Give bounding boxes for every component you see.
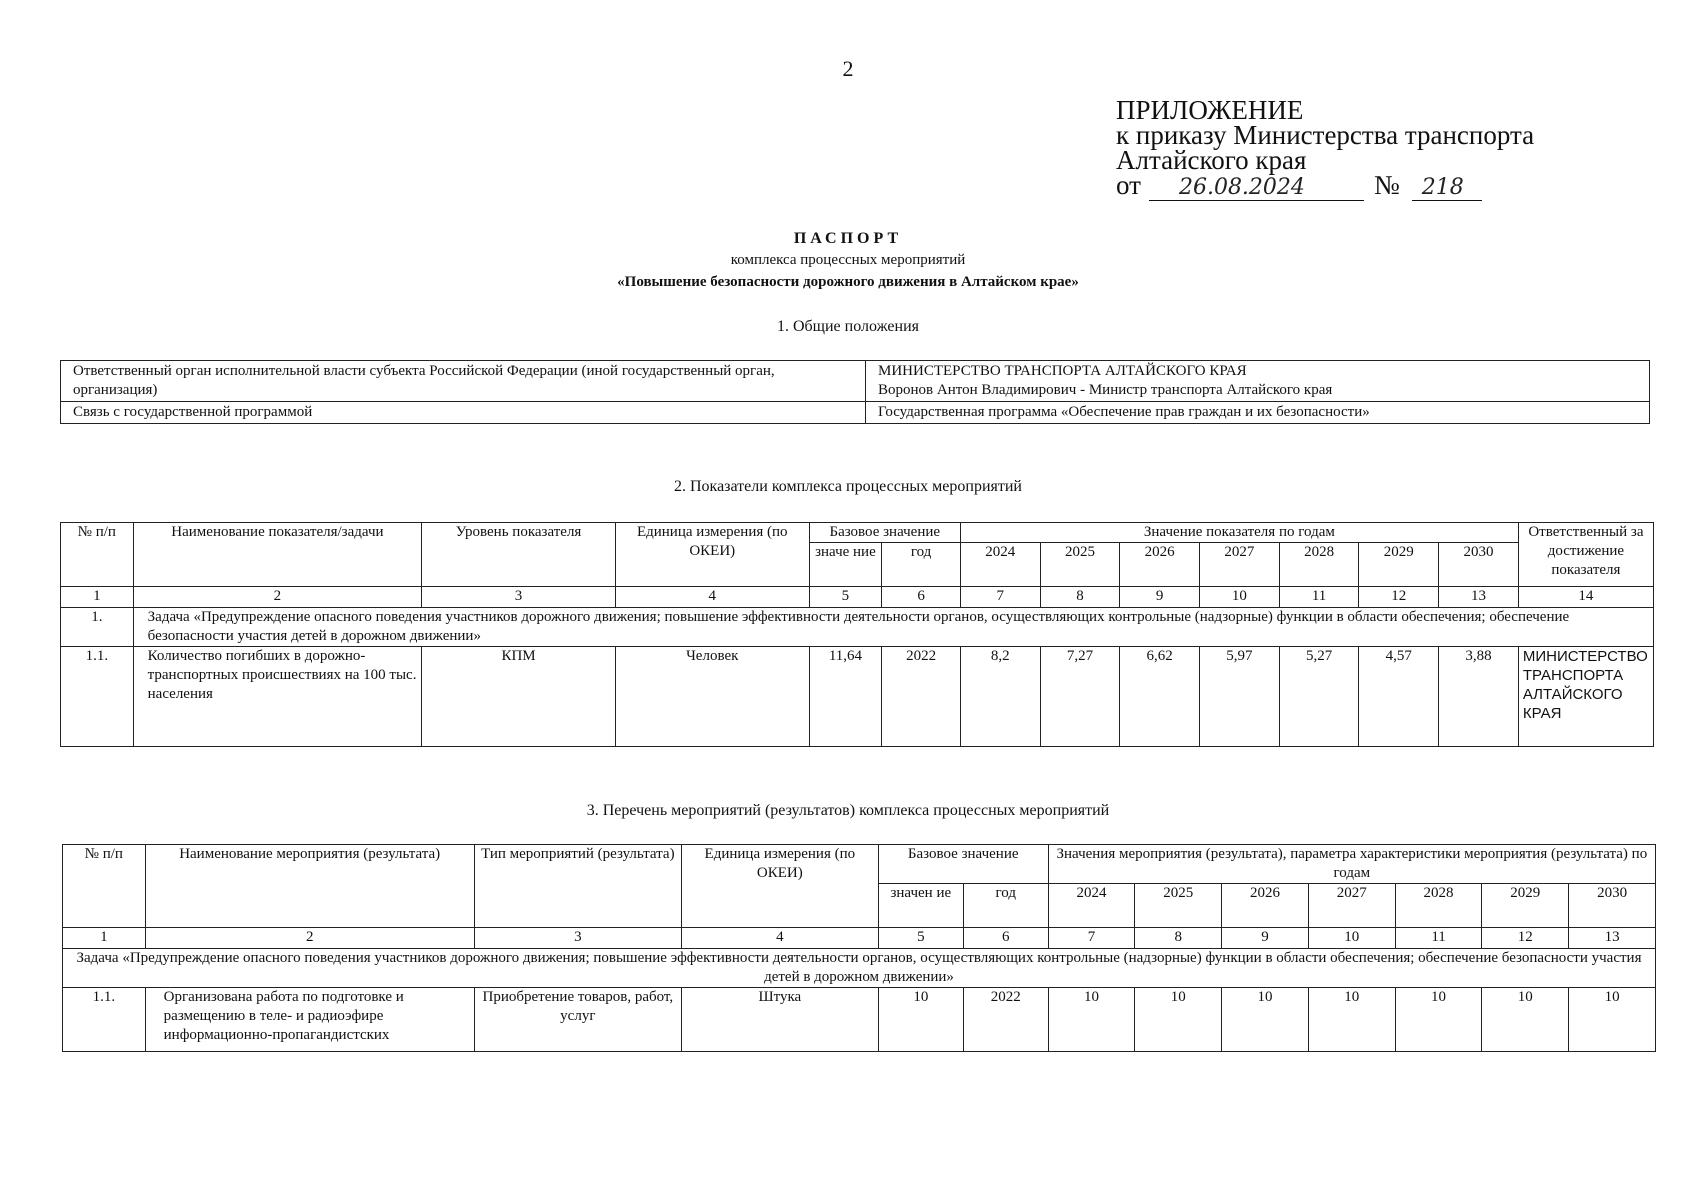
year-value: 10 xyxy=(1395,988,1482,1052)
year-value: 7,27 xyxy=(1040,647,1120,747)
header-year: 2028 xyxy=(1279,543,1359,587)
task-num: 1. xyxy=(61,608,134,647)
header-num: № п/п xyxy=(61,523,134,587)
row-num: 1.1. xyxy=(61,647,134,747)
header-level: Уровень показателя xyxy=(422,523,616,587)
year-value: 3,88 xyxy=(1439,647,1519,747)
column-number: 13 xyxy=(1439,587,1519,608)
indicator-unit: Человек xyxy=(615,647,809,747)
column-number: 5 xyxy=(878,928,963,949)
base-value: 10 xyxy=(878,988,963,1052)
ministry-name: МИНИСТЕРСТВО ТРАНСПОРТА АЛТАЙСКОГО КРАЯ xyxy=(878,363,1247,379)
column-number: 9 xyxy=(1120,587,1200,608)
row-num: 1.1. xyxy=(63,988,146,1052)
header-num: № п/п xyxy=(63,845,146,928)
header-year: 2026 xyxy=(1120,543,1200,587)
column-number: 10 xyxy=(1200,587,1280,608)
appendix-block xyxy=(1116,95,1535,201)
column-number: 11 xyxy=(1279,587,1359,608)
header-responsible: Ответственный за достижение показателя xyxy=(1518,523,1653,587)
header-unit: Единица измерения (по ОКЕИ) xyxy=(681,845,878,928)
year-value: 10 xyxy=(1222,988,1309,1052)
year-value: 5,97 xyxy=(1200,647,1280,747)
column-number: 10 xyxy=(1308,928,1395,949)
header-year: 2027 xyxy=(1200,543,1280,587)
header-base-value: значен ие xyxy=(878,884,963,928)
header-name: Наименование показателя/задачи xyxy=(133,523,422,587)
header-base: Базовое значение xyxy=(878,845,1048,884)
appendix-line-2: Алтайского края xyxy=(1116,145,1307,175)
column-number: 3 xyxy=(422,587,616,608)
document-subtitle: комплекса процессных мероприятий xyxy=(730,252,966,268)
header-year: 2027 xyxy=(1308,884,1395,928)
header-year: 2026 xyxy=(1222,884,1309,928)
responsible-org: МИНИСТЕРСТВО ТРАНСПОРТА АЛТАЙСКОГО КРАЯ xyxy=(1518,647,1653,747)
column-number: 2 xyxy=(133,587,422,608)
header-year: 2028 xyxy=(1395,884,1482,928)
header-name: Наименование мероприятия (результата) xyxy=(145,845,474,928)
base-year: 2022 xyxy=(963,988,1048,1052)
column-number: 6 xyxy=(882,587,961,608)
header-year: 2029 xyxy=(1482,884,1569,928)
column-number: 11 xyxy=(1395,928,1482,949)
section-2-title: 2. Показатели комплекса процессных мероприятий xyxy=(673,478,1022,495)
header-year: 2024 xyxy=(960,543,1040,587)
table-row xyxy=(63,988,1656,1052)
column-number: 1 xyxy=(63,928,146,949)
year-value: 10 xyxy=(1048,988,1135,1052)
year-value: 4,57 xyxy=(1359,647,1439,747)
task-row xyxy=(61,608,1654,647)
year-value: 5,27 xyxy=(1279,647,1359,747)
header-base: Базовое значение xyxy=(809,523,960,543)
header-year: 2024 xyxy=(1048,884,1135,928)
column-number: 2 xyxy=(145,928,474,949)
header-year: 2025 xyxy=(1040,543,1120,587)
column-number: 3 xyxy=(474,928,681,949)
column-number: 4 xyxy=(615,587,809,608)
activity-type: Приобретение товаров, работ, услуг xyxy=(474,988,681,1052)
value-cell: Государственная программа «Обеспечение прав граждан и их безопасности» xyxy=(866,402,1650,424)
header-base-year: год xyxy=(963,884,1048,928)
header-year: 2025 xyxy=(1135,884,1222,928)
from-label: от xyxy=(1116,170,1141,200)
value-cell xyxy=(866,361,1650,402)
year-value: 10 xyxy=(1135,988,1222,1052)
column-number: 4 xyxy=(681,928,878,949)
header-row xyxy=(61,523,1654,543)
appendix-title: ПРИЛОЖЕНИЕ xyxy=(1116,95,1304,125)
handwritten-date: 26.08.2024 xyxy=(1149,175,1364,201)
general-provisions-table xyxy=(60,360,1650,424)
header-base-year: год xyxy=(882,543,961,587)
number-label: № xyxy=(1373,170,1400,200)
appendix-signature-row xyxy=(1116,170,1534,201)
year-value: 6,62 xyxy=(1120,647,1200,747)
header-unit: Единица измерения (по ОКЕИ) xyxy=(615,523,809,587)
indicator-name: Количество погибших в дорожно-транспортных происшествиях на 100 тыс. населения xyxy=(133,647,422,747)
column-numbers-row xyxy=(61,587,1654,608)
page-number: 2 xyxy=(842,56,854,81)
column-number: 8 xyxy=(1135,928,1222,949)
header-year: 2029 xyxy=(1359,543,1439,587)
section-1-title: 1. Общие положения xyxy=(776,318,920,335)
section-3-title: 3. Перечень мероприятий (результатов) комплекса процессных мероприятий xyxy=(586,802,1110,819)
column-number: 8 xyxy=(1040,587,1120,608)
column-number: 13 xyxy=(1569,928,1656,949)
table-row xyxy=(61,402,1650,424)
document-title: ПАСПОРТ xyxy=(793,230,903,247)
column-number: 12 xyxy=(1359,587,1439,608)
header-year: 2030 xyxy=(1439,543,1519,587)
appendix-line-1: к приказу Министерства транспорта xyxy=(1116,120,1535,150)
task-text: Задача «Предупреждение опасного поведения участников дорожного движения; повышение эффективности деятельности органов, осуществляющих контрольные (надзорные) функции в области обеспечения; обеспечение безопасности участия детей в дорожном движении» xyxy=(63,949,1656,988)
year-value: 10 xyxy=(1308,988,1395,1052)
label-cell: Связь с государственной программой xyxy=(61,402,866,424)
task-text: Задача «Предупреждение опасного поведения участников дорожного движения; повышение эффективности деятельности органов, осуществляющих контрольные (надзорные) функции в области обеспечения; обеспечение безопасности участия детей в дорожном движении» xyxy=(133,608,1653,647)
year-value: 8,2 xyxy=(960,647,1040,747)
column-number: 7 xyxy=(960,587,1040,608)
table-row xyxy=(61,361,1650,402)
header-year: 2030 xyxy=(1569,884,1656,928)
indicator-level: КПМ xyxy=(422,647,616,747)
header-by-years: Значения мероприятия (результата), параметра характеристики мероприятия (результата) по годам xyxy=(1048,845,1655,884)
header-type: Тип мероприятий (результата) xyxy=(474,845,681,928)
table-row xyxy=(61,647,1654,747)
column-number: 12 xyxy=(1482,928,1569,949)
label-cell: Ответственный орган исполнительной власти субъекта Российской Федерации (иной государственный орган, организация) xyxy=(61,361,866,402)
base-year: 2022 xyxy=(882,647,961,747)
header-by-years: Значение показателя по годам xyxy=(960,523,1518,543)
column-number: 6 xyxy=(963,928,1048,949)
column-number: 5 xyxy=(809,587,882,608)
indicators-table xyxy=(60,522,1654,747)
year-value: 10 xyxy=(1569,988,1656,1052)
activity-name: Организована работа по подготовке и размещению в теле- и радиоэфире информационно-пропагандистских xyxy=(145,988,474,1052)
base-value: 11,64 xyxy=(809,647,882,747)
minister-name: Воронов Антон Владимирович - Министр транспорта Алтайского края xyxy=(878,382,1333,398)
column-number: 9 xyxy=(1222,928,1309,949)
program-name: «Повышение безопасности дорожного движения в Алтайском крае» xyxy=(617,274,1079,290)
activities-table xyxy=(62,844,1656,1052)
column-number: 7 xyxy=(1048,928,1135,949)
task-row xyxy=(63,949,1656,988)
header-row xyxy=(63,845,1656,884)
column-number: 14 xyxy=(1518,587,1653,608)
column-numbers-row xyxy=(63,928,1656,949)
year-value: 10 xyxy=(1482,988,1569,1052)
column-number: 1 xyxy=(61,587,134,608)
header-base-value: значе ние xyxy=(809,543,882,587)
activity-unit: Штука xyxy=(681,988,878,1052)
handwritten-number: 218 xyxy=(1412,175,1482,201)
